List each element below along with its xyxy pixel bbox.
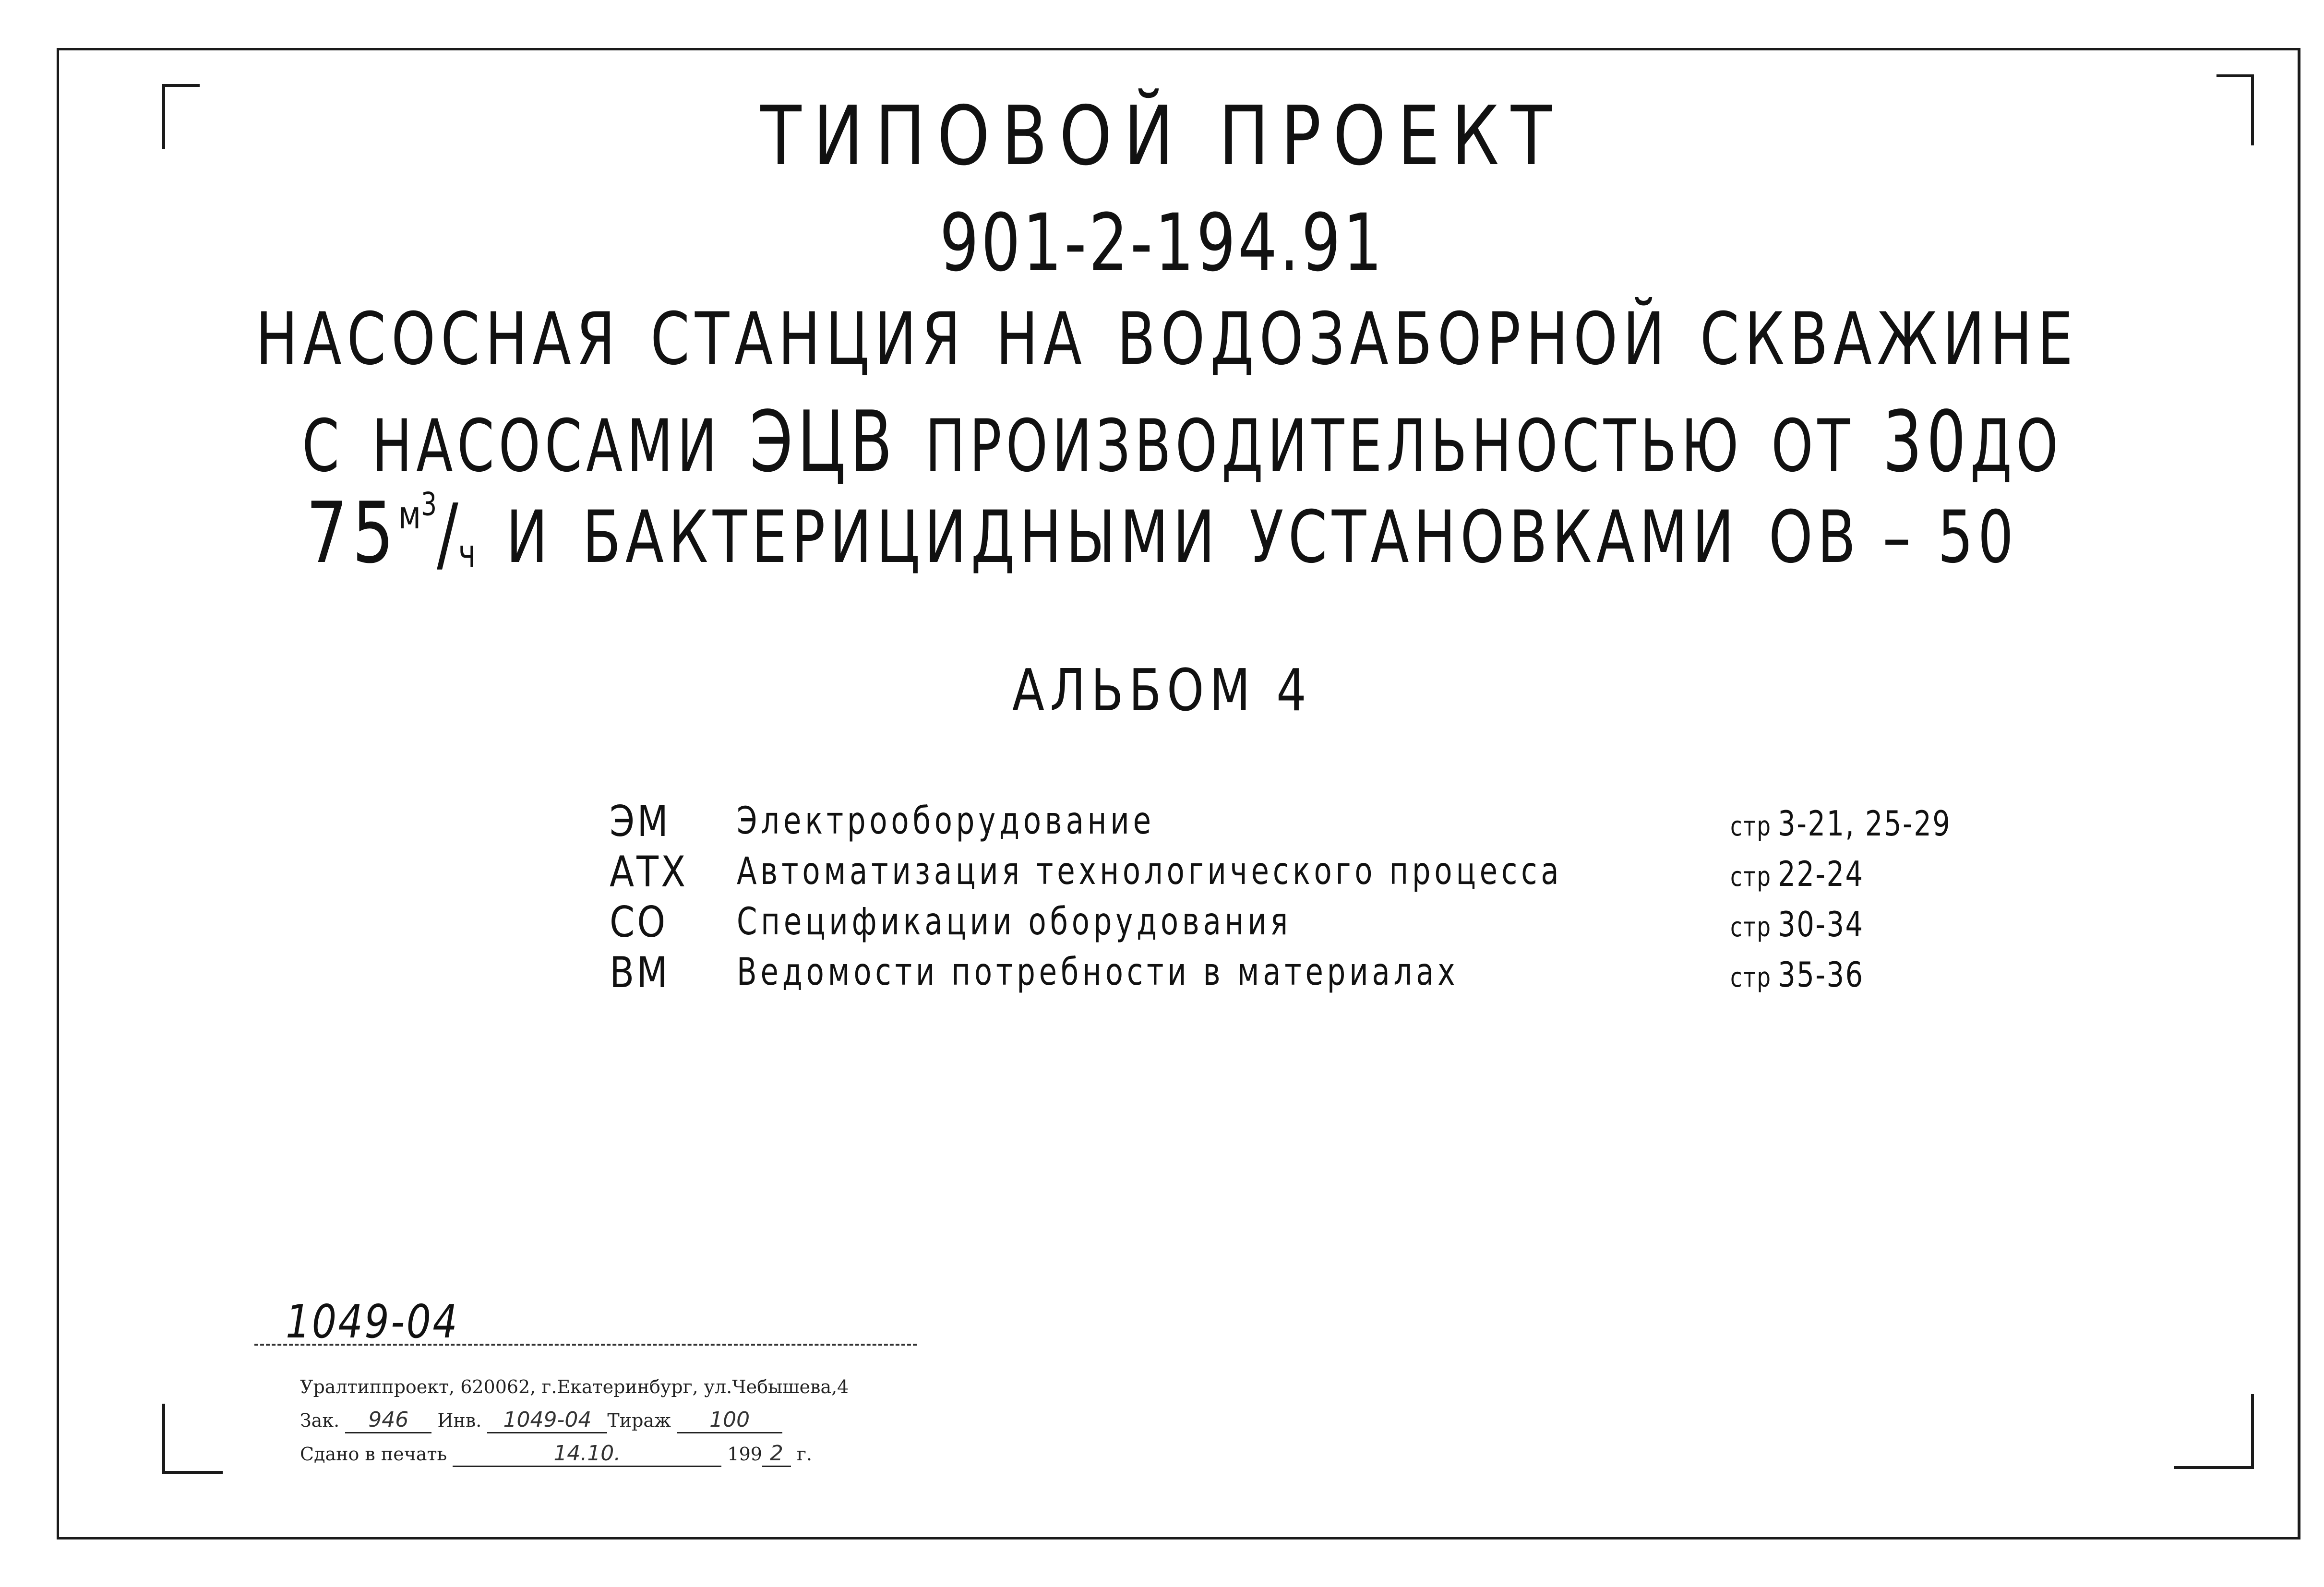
section-code: АТХ [610,847,688,896]
year-prefix: 199 [727,1444,762,1465]
inventory-label: Инв. [437,1410,482,1431]
capacity-to: 75 [306,485,398,582]
project-name-word: УСТАНОВКАМИ [1249,496,1739,579]
imprint-publisher: Уралтиппроект, 620062, г.Екатеринбург, ул.Чебышева,4 [300,1376,849,1397]
unit-m: м [398,493,421,537]
project-name-word: ПРОИЗВОДИТЕЛЬНОСТЬЮ [925,405,1743,488]
pages-range: 30-34 [1778,904,1864,944]
capacity-from: 30 [1882,394,1970,491]
section-description: Электрооборудование [737,799,1155,843]
section-pages [1730,904,1864,944]
unit-denominator: ч [458,531,476,576]
contents-row [610,847,2001,897]
section-code: ЭМ [610,797,671,846]
printing-imprint [300,1370,905,1471]
project-name-word: С [302,405,344,488]
contents-row [610,948,2001,998]
album-label: АЛЬБОМ 4 [1012,657,1312,724]
project-name-word: БАКТЕРИЦИДНЫМИ [582,496,1220,579]
imprint-order-line [300,1404,905,1437]
handwritten-inventory-number: 1049-04 [286,1296,459,1348]
contents-row [610,797,2001,847]
pages-label: стр [1730,962,1772,993]
year-suffix: г. [797,1444,813,1465]
section-description: Спецификации оборудования [737,900,1292,943]
circulation-label: Тираж [607,1410,671,1431]
pages-label: стр [1730,811,1772,842]
pump-type: ЭЦВ [749,394,897,491]
pages-range: 35-36 [1778,955,1864,995]
print-date: 14.10. [453,1442,721,1467]
contents-row [610,897,2001,948]
unit-slash: / [437,487,458,582]
pages-range: 22-24 [1778,854,1864,894]
section-pages [1730,955,1864,995]
section-description: Автоматизация технологического процесса [737,850,1563,893]
document-title: ТИПОВОЙ ПРОЕКТ [760,89,1564,184]
pages-range: 3-21, 25-29 [1778,803,1952,844]
project-name-word: НАСОСНАЯ [255,298,621,381]
section-code: СО [610,897,668,947]
order-value: 946 [345,1408,431,1433]
section-code: ВМ [610,948,671,997]
pages-label: стр [1730,861,1772,893]
corner-mark-bottom-left [162,1404,223,1474]
corner-mark-top-left [162,84,200,149]
inventory-value: 1049-04 [487,1408,607,1433]
project-name-word: ОТ [1771,405,1855,488]
circulation-value: 100 [677,1408,782,1433]
corner-mark-bottom-right [2174,1394,2254,1469]
uv-unit-model: ОВ – 50 [1768,496,2018,579]
year-digit: 2 [762,1442,791,1467]
project-name-word: ВОДОЗАБОРНОЙ [1117,298,1670,381]
project-name-word: СТАНЦИЯ [650,298,966,381]
unit-exponent: 3 [421,485,437,523]
divider-line [254,1344,917,1346]
project-name-word: НА [995,298,1087,381]
project-name-word: ДО [1970,405,2062,488]
corner-mark-top-right [2216,74,2254,145]
pages-label: стр [1730,912,1772,943]
section-pages [1730,854,1864,894]
section-description: Ведомости потребности в материалах [737,951,1459,994]
project-name-word: И [506,496,552,579]
project-name-line-3 [256,485,2069,582]
section-pages [1730,803,1951,844]
project-name-word: НАСОСАМИ [372,405,721,488]
album-contents-list [610,797,2001,998]
project-name-word: СКВАЖИНЕ [1700,298,2078,381]
imprint-print-line [300,1437,905,1471]
project-name-line-2 [302,394,2062,491]
order-label: Зак. [300,1410,340,1431]
project-name-line-1 [255,298,2078,381]
unit-numerator [398,485,437,537]
project-number: 901-2-194.91 [939,197,1385,289]
print-label: Сдано в печать [300,1444,447,1465]
